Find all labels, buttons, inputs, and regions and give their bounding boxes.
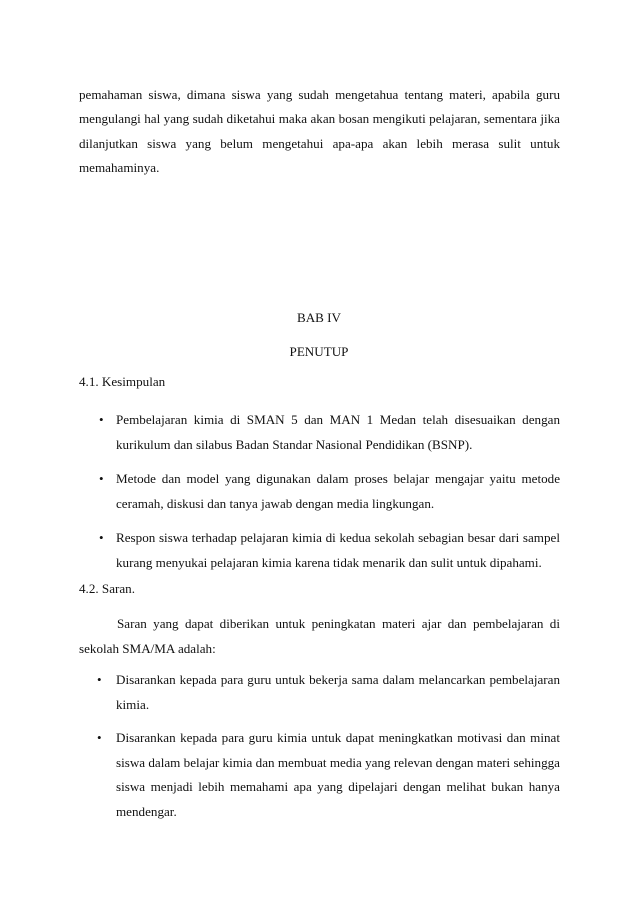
- bullet-icon: •: [99, 471, 104, 486]
- kesimpulan-list: [99, 407, 560, 575]
- list-item: [99, 466, 560, 516]
- list-item-text: Disarankan kepada para guru untuk bekerja sama dalam melancarkan pembelajaran kimia.: [116, 672, 560, 712]
- chapter-number: BAB IV: [296, 310, 341, 325]
- intro-paragraph: pemahaman siswa, dimana siswa yang sudah mengetahua tentang materi, apabila guru mengulangi hal yang sudah diketahui maka akan bosan mengikuti pelajaran, sementara jika dilanjutkan siswa yang belum mengetahui apa-apa akan lebih merasa sulit untuk memahaminya.: [79, 87, 560, 175]
- bullet-icon: •: [99, 530, 104, 545]
- list-item: [97, 726, 560, 824]
- list-item-text: Respon siswa terhadap pelajaran kimia di kedua sekolah sebagian besar dari sampel kurang menyukai pelajaran kimia karena tidak menarik dan sulit untuk dipahami.: [116, 530, 560, 570]
- list-item-text: Pembelajaran kimia di SMAN 5 dan MAN 1 Medan telah disesuaikan dengan kurikulum dan silabus Badan Standar Nasional Pendidikan (BSNP).: [116, 412, 560, 452]
- list-item: [99, 525, 560, 575]
- bullet-icon: •: [99, 412, 104, 427]
- list-item-text: Metode dan model yang digunakan dalam proses belajar mengajar yaitu metode ceramah, diskusi dan tanya jawab dengan media lingkungan.: [116, 471, 560, 511]
- bullet-icon: •: [97, 730, 102, 745]
- saran-list: [97, 668, 560, 824]
- chapter-title: PENUTUP: [289, 344, 349, 359]
- bullet-icon: •: [97, 672, 102, 687]
- saran-paragraph: Saran yang dapat diberikan untuk peningkatan materi ajar dan pembelajaran di sekolah SMA/MA adalah:: [79, 616, 560, 656]
- list-item-text: Disarankan kepada para guru kimia untuk dapat meningkatkan motivasi dan minat siswa dalam belajar kimia dan membuat media yang relevan dengan materi sehingga siswa menjadi lebih memahami apa yang dipelajari dengan melihat bukan hanya mendengar.: [116, 730, 560, 819]
- list-item: [99, 407, 560, 457]
- list-item: [97, 668, 560, 717]
- section-heading-kesimpulan: 4.1. Kesimpulan: [79, 374, 166, 389]
- section-heading-saran: 4.2. Saran.: [79, 581, 136, 596]
